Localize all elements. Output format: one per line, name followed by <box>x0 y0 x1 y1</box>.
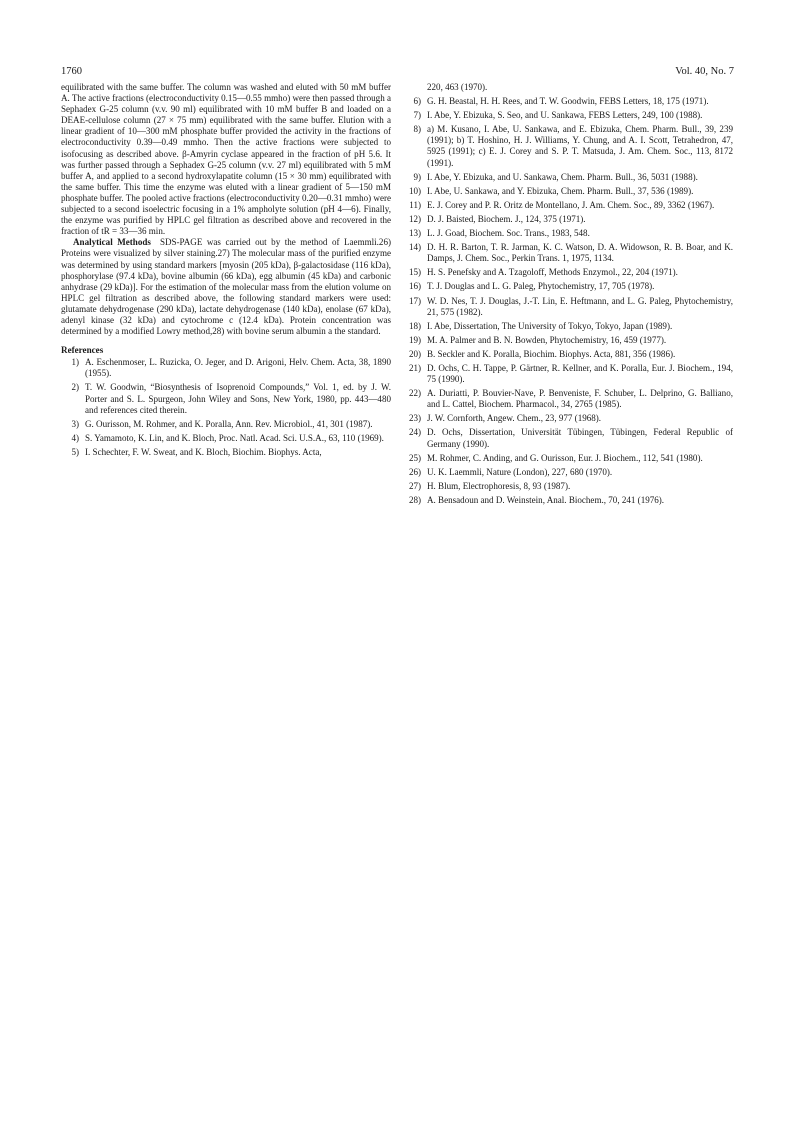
reference-item <box>403 281 733 292</box>
reference-number: 28) <box>408 494 421 505</box>
reference-item <box>61 357 391 379</box>
reference-item <box>403 200 733 211</box>
journal-volume: Vol. 40, No. 7 <box>675 66 734 77</box>
reference-item <box>61 382 391 415</box>
reference-number: 16) <box>408 281 421 292</box>
reference-text: B. Seckler and K. Poralla, Biochim. Biophys. Acta, 881, 356 (1986). <box>427 348 676 359</box>
reference-item <box>403 481 733 492</box>
reference-item <box>403 495 733 506</box>
reference-list-left <box>61 357 391 458</box>
analytical-methods-text: SDS-PAGE was carried out by the method of Laemmli.26) Proteins were visualized by silver staining.27) The molecular mass of the purified enzyme was determined by using standard markers [myosin (205 kDa), β-galactosidase (116 kDa), phosphorylase (97.4 kDa), bovine albumin (66 kDa), egg albumin (45 kDa) and carbonic anhydrase (29 kDa)]. For the estimation of the molecular mass from the elution volume on HPLC gel filtration as described above, the following standard markers were used: glutamate dehydrogenase (290 kDa), lactate dehydrogenase (140 kDa), enolase (67 kDa), adenyl kinase (32 kDa) and cytochrome c (12.4 kDa). Protein concentration was determined by a modified Lowry method,28) with bovine serum albumin a the standard. <box>61 237 391 337</box>
reference-text: M. Rohmer, C. Anding, and G. Ourisson, Eur. J. Biochem., 112, 541 (1980). <box>427 452 703 463</box>
analytical-methods-heading: Analytical Methods <box>73 237 151 248</box>
reference-number: 4) <box>71 432 79 443</box>
left-column <box>61 82 391 461</box>
right-column <box>403 82 733 509</box>
reference-number: 22) <box>408 388 421 399</box>
reference-list-right <box>403 96 733 506</box>
reference-item <box>403 363 733 385</box>
reference-item <box>61 433 391 444</box>
reference-item <box>403 388 733 410</box>
reference-text: H. Blum, Electrophoresis, 8, 93 (1987). <box>427 480 571 491</box>
reference-number: 5) <box>71 446 79 457</box>
reference-number: 23) <box>408 413 421 424</box>
reference-item <box>61 447 391 458</box>
reference-text: A. Eschenmoser, L. Ruzicka, O. Jeger, and D. Arigoni, Helv. Chem. Acta, 38, 1890 (1955). <box>85 357 391 379</box>
reference-item <box>403 110 733 121</box>
reference-number: 7) <box>413 110 421 121</box>
reference-item <box>403 96 733 107</box>
reference-item <box>403 172 733 183</box>
reference-text: I. Schechter, F. W. Sweat, and K. Bloch, Biochim. Biophys. Acta, <box>85 446 322 457</box>
reference-text: I. Abe, Y. Ebizuka, and U. Sankawa, Chem. Pharm. Bull., 36, 5031 (1988). <box>427 171 698 182</box>
reference-item <box>403 124 733 168</box>
reference-text: I. Abe, Dissertation, The University of Tokyo, Tokyo, Japan (1989). <box>427 320 673 331</box>
reference-number: 6) <box>413 96 421 107</box>
reference-number: 20) <box>408 348 421 359</box>
reference-5-continuation: 220, 463 (1970). <box>427 82 488 92</box>
reference-number: 14) <box>408 242 421 253</box>
reference-item <box>403 413 733 424</box>
reference-number: 9) <box>413 171 421 182</box>
reference-text: a) M. Kusano, I. Abe, U. Sankawa, and E. Ebizuka, Chem. Pharm. Bull., 39, 239 (1991); b) T. Hoshino, H. J. Williams, Y. Chung, and A. I. Scott, Tetrahedron, 47, 5925 (1991); c) E. J. Corey and S. P. T. Matsuda, J. Am. Chem. Soc., 113, 8172 (1991). <box>427 124 733 168</box>
reference-text: W. D. Nes, T. J. Douglas, J.-T. Lin, E. Heftmann, and L. G. Paleg, Phytochemistry, 21, 575 (1982). <box>427 295 733 317</box>
reference-number: 1) <box>71 357 79 368</box>
reference-item <box>61 419 391 430</box>
reference-text: A. Bensadoun and D. Weinstein, Anal. Biochem., 70, 241 (1976). <box>427 494 665 505</box>
reference-text: D. J. Baisted, Biochem. J., 124, 375 (1971). <box>427 213 586 224</box>
reference-number: 8) <box>413 124 421 135</box>
reference-item <box>403 349 733 360</box>
reference-number: 25) <box>408 452 421 463</box>
reference-item <box>403 467 733 478</box>
reference-item <box>403 242 733 264</box>
reference-text: L. J. Goad, Biochem. Soc. Trans., 1983, 548. <box>427 228 590 239</box>
reference-text: I. Abe, U. Sankawa, and Y. Ebizuka, Chem. Pharm. Bull., 37, 536 (1989). <box>427 185 694 196</box>
page-number: 1760 <box>61 66 82 77</box>
reference-text: J. W. Cornforth, Angew. Chem., 23, 977 (1968). <box>427 413 602 424</box>
reference-text: T. W. Goodwin, “Biosynthesis of Isoprenoid Compounds,” Vol. 1, ed. by J. W. Porter and S. L. Spurgeon, John Wiley and Sons, New York, 1980, pp. 443—480 and references cited therein. <box>85 382 391 415</box>
reference-text: S. Yamamoto, K. Lin, and K. Bloch, Proc. Natl. Acad. Sci. U.S.A., 63, 110 (1969). <box>85 432 384 443</box>
reference-item <box>403 228 733 239</box>
reference-text: G. H. Beastal, H. H. Rees, and T. W. Goodwin, FEBS Letters, 18, 175 (1971). <box>427 96 709 107</box>
reference-text: E. J. Corey and P. R. Oritz de Montellano, J. Am. Chem. Soc., 89, 3362 (1967). <box>427 199 715 210</box>
reference-number: 27) <box>408 480 421 491</box>
page-header <box>61 66 734 77</box>
reference-text: G. Ourisson, M. Rohmer, and K. Poralla, Ann. Rev. Microbiol., 41, 301 (1987). <box>85 418 373 429</box>
reference-number: 10) <box>408 185 421 196</box>
reference-number: 19) <box>408 334 421 345</box>
reference-number: 2) <box>71 382 79 393</box>
reference-number: 26) <box>408 466 421 477</box>
reference-text: D. H. R. Barton, T. R. Jarman, K. C. Watson, D. A. Widowson, R. B. Boar, and K. Damps, J. Chem. Soc., Perkin Trans. 1, 1975, 1134. <box>427 242 733 264</box>
references-heading: References <box>61 345 104 356</box>
reference-text: U. K. Laemmli, Nature (London), 227, 680 (1970). <box>427 466 613 477</box>
reference-text: A. Duriatti, P. Bouvier-Nave, P. Benveniste, F. Schuber, L. Delprino, G. Balliano, and L. Cattel, Biochem. Pharmacol., 34, 2765 (1985). <box>427 388 733 410</box>
reference-number: 17) <box>408 295 421 306</box>
reference-text: I. Abe, Y. Ebizuka, S. Seo, and U. Sankawa, FEBS Letters, 249, 100 (1988). <box>427 110 703 121</box>
reference-number: 21) <box>408 362 421 373</box>
reference-item <box>403 427 733 449</box>
reference-number: 11) <box>409 199 421 210</box>
reference-item <box>403 453 733 464</box>
reference-number: 24) <box>408 427 421 438</box>
reference-number: 15) <box>408 267 421 278</box>
reference-text: D. Ochs, Dissertation, Universität Tübingen, Tübingen, Federal Republic of Germany (1990). <box>427 427 733 449</box>
reference-item <box>403 267 733 278</box>
reference-item <box>403 321 733 332</box>
reference-item <box>403 335 733 346</box>
reference-item <box>403 214 733 225</box>
reference-text: D. Ochs, C. H. Tappe, P. Gärtner, R. Kellner, and K. Poralla, Eur. J. Biochem., 194, 75 (1990). <box>427 362 733 385</box>
reference-item <box>403 296 733 318</box>
reference-text: T. J. Douglas and L. G. Paleg, Phytochemistry, 17, 705 (1978). <box>427 281 655 292</box>
reference-number: 13) <box>408 228 421 239</box>
reference-number: 18) <box>408 320 421 331</box>
reference-number: 12) <box>408 213 421 224</box>
methods-paragraph: equilibrated with the same buffer. The column was washed and eluted with 50 mM buffer A. The active fractions (electroconductivity 0.15—0.55 mmho) were then passed through a Sephadex G-25 column (v.v. 90 ml) equilibrated with 10 mM buffer B and loaded on a DEAE-cellulose column (27 × 75 mm) equilibrated with the same buffer. Elution with a linear gradient of 10—300 mM phosphate buffer provided the activity in the fractions of electroconductivity 0.39—0.49 mmho. Then the active fractions were subjected to isofocusing as described above. β-Amyrin cyclase appeared in the fraction of pH 5.6. It was further passed through a Sephadex G-25 column (v.v. 27 ml) equilibrated with 5 mM buffer A, and applied to a second hydroxylapatite column (15 × 30 mm) equilibrated with the same buffer. This time the enzyme was eluted with a linear gradient of 5—150 mM phosphate buffer. The pooled active fractions (electroconductivity 0.20—0.31 mmho) were subjected to a second isoelectric focusing in a 1% ampholyte solution (pH 4—6). Finally, the enzyme was purified by HPLC gel filtration as described above and recovered in the fraction of tR = 33—36 min. <box>61 82 391 237</box>
reference-item <box>403 186 733 197</box>
reference-text: H. S. Penefsky and A. Tzagoloff, Methods Enzymol., 22, 204 (1971). <box>427 267 678 278</box>
reference-number: 3) <box>71 418 79 429</box>
analytical-methods-paragraph <box>61 237 391 337</box>
reference-text: M. A. Palmer and B. N. Bowden, Phytochemistry, 16, 459 (1977). <box>427 334 667 345</box>
